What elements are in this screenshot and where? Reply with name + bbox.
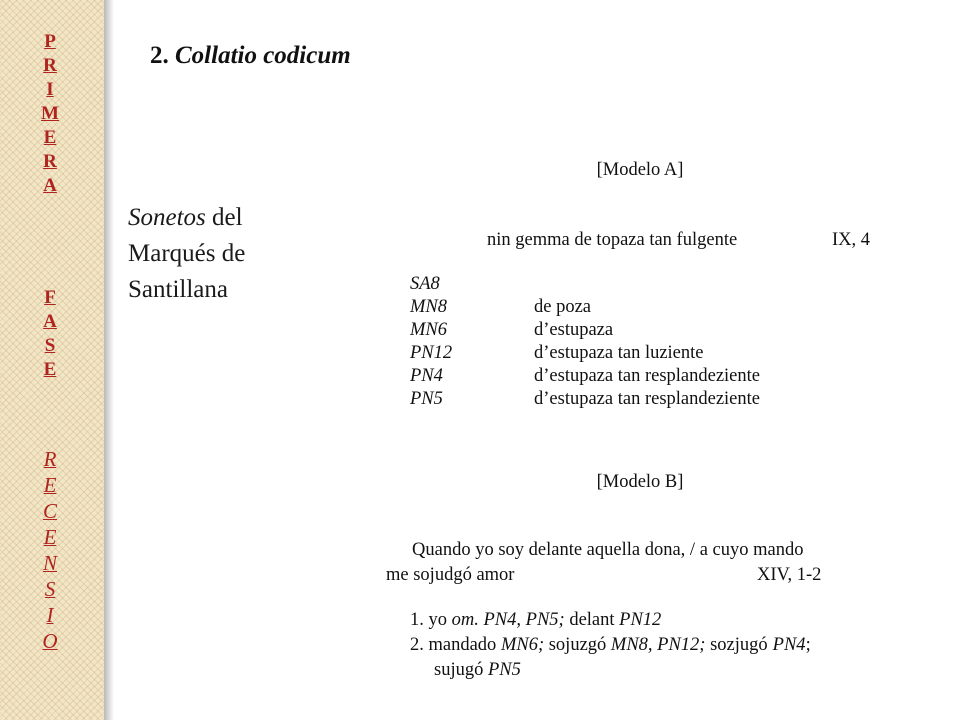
- vertical-word-primera: [22, 30, 78, 198]
- note-2: [410, 635, 811, 656]
- slide-title: [150, 42, 351, 70]
- sidebar-letter[interactable]: A: [43, 175, 57, 196]
- variant-reading: d’estupaza tan resplandeziente: [534, 389, 760, 409]
- sidebar-letter[interactable]: R: [43, 447, 57, 471]
- sidebar-letter[interactable]: M: [41, 103, 59, 124]
- note-1-variant: delant: [569, 610, 615, 630]
- sidebar-letter[interactable]: E: [43, 525, 57, 549]
- note-2-cont: [434, 660, 521, 681]
- sidebar-letter[interactable]: E: [43, 127, 57, 148]
- sidebar-letter[interactable]: A: [43, 311, 57, 332]
- sidebar-letter[interactable]: C: [42, 499, 57, 523]
- variant-reading: d’estupaza: [534, 320, 614, 340]
- modelo-b-verse-line2: me sojudgó amor: [386, 565, 515, 585]
- sidebar-letter[interactable]: S: [44, 577, 56, 601]
- variant-row: [410, 319, 613, 342]
- subject-text: [128, 200, 328, 308]
- sidebar-letter[interactable]: E: [43, 359, 57, 380]
- modelo-b-heading: [Modelo B]: [596, 472, 684, 492]
- sidebar-letter[interactable]: R: [43, 151, 57, 172]
- note-2-variant-2: sojuzgó: [548, 635, 607, 655]
- note-1-sigla-2: PN12: [619, 610, 662, 630]
- sidebar-letter[interactable]: N: [42, 551, 57, 575]
- note-2-variant-3: sozjugó: [710, 635, 768, 655]
- variant-sigla: MN8: [410, 297, 447, 317]
- variant-sigla: MN6: [410, 320, 447, 340]
- note-1-abbrev: om.: [451, 610, 479, 630]
- note-2-sigla-4: PN5: [487, 660, 521, 680]
- sidebar-letter[interactable]: F: [44, 287, 56, 308]
- note-1-sigla: PN4, PN5;: [483, 610, 565, 630]
- modelo-a-verse: nin gemma de topaza tan fulgente: [487, 230, 738, 250]
- variant-sigla: PN5: [410, 389, 443, 409]
- note-2-sigla-1: MN6;: [500, 635, 545, 655]
- sidebar-letter[interactable]: S: [44, 335, 56, 356]
- note-2-variant-4: sujugó: [434, 660, 484, 680]
- sidebar-shadow: [104, 0, 114, 720]
- variant-row: [410, 365, 760, 388]
- sidebar-letter[interactable]: R: [43, 55, 57, 76]
- sidebar-letter[interactable]: I: [46, 79, 54, 100]
- variant-row: [410, 296, 591, 319]
- sidebar-letter[interactable]: P: [44, 31, 56, 52]
- modelo-b-verse-line1: Quando yo soy delante aquella dona, / a cuyo mando: [412, 540, 804, 560]
- variant-reading: d’estupaza tan resplandeziente: [534, 366, 760, 386]
- note-2-sigla-2: MN8, PN12;: [610, 635, 706, 655]
- variant-reading: d’estupaza tan luziente: [534, 343, 704, 363]
- note-2-number: 2.: [410, 635, 424, 655]
- note-2-variant-1: mandado: [428, 635, 497, 655]
- note-2-semicolon: ;: [805, 635, 811, 655]
- modelo-b-ref: XIV, 1-2: [757, 565, 822, 585]
- note-1-lemma: yo: [428, 610, 447, 630]
- note-1-number: 1.: [410, 610, 424, 630]
- title-text: Collatio codicum: [175, 42, 351, 69]
- variant-row: [410, 273, 534, 296]
- variant-reading: de poza: [534, 297, 592, 317]
- modelo-a-heading: [Modelo A]: [596, 160, 684, 180]
- variant-row: [410, 342, 704, 365]
- sidebar-letter[interactable]: E: [43, 473, 57, 497]
- subject-rest: del: [205, 204, 243, 231]
- modelo-a-ref: IX, 4: [832, 230, 871, 250]
- subject-line3: Santillana: [128, 276, 228, 303]
- variant-sigla: PN12: [410, 343, 453, 363]
- vertical-word-recensio: [22, 446, 78, 654]
- title-number: 2.: [150, 42, 169, 69]
- variant-sigla: SA8: [410, 274, 440, 294]
- sidebar-letter[interactable]: I: [46, 603, 54, 627]
- sidebar-letter[interactable]: O: [42, 629, 58, 653]
- vertical-word-fase: [22, 286, 78, 382]
- note-1: [410, 610, 661, 631]
- variant-sigla: PN4: [410, 366, 443, 386]
- subject-line2: Marqués de: [128, 240, 246, 267]
- note-2-sigla-3: PN4: [772, 635, 806, 655]
- subject-italic: Sonetos: [128, 204, 206, 231]
- variant-row: [410, 388, 760, 411]
